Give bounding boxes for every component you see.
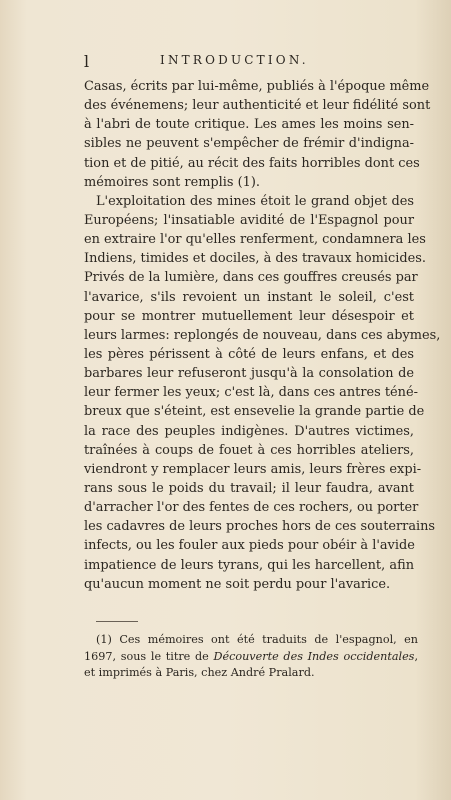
text-line: les pères périssent à côté de leurs enfans, et des — [84, 346, 414, 362]
footnote-line — [84, 649, 418, 666]
text-line: l'avarice, s'ils revoient un instant le soleil, c'est — [84, 289, 414, 305]
text-line: d'arracher l'or des fentes de ces rochers, ou porter — [84, 500, 419, 516]
paragraph-2 — [84, 192, 441, 594]
text-line: infects, ou les fouler aux pieds pour obéir à l'avide — [84, 538, 415, 554]
running-title: INTRODUCTION. — [160, 53, 309, 67]
text-line: rans sous le poids du travail; il leur faudra, avant — [84, 480, 414, 496]
body-text — [84, 77, 441, 594]
text-line: barbares leur refuseront jusqu'à la consolation de — [84, 366, 414, 382]
text-line: sibles ne peuvent s'empêcher de frémir d'indigna- — [84, 136, 414, 152]
text-line: des événemens; leur authenticité et leur fidélité sont — [84, 98, 431, 114]
text-line: traînées à coups de fouet à ces horribles ateliers, — [84, 442, 414, 458]
footnote-rule — [96, 621, 138, 622]
text-line: viendront y remplacer leurs amis, leurs frères expi- — [84, 461, 422, 477]
footnote-line: (1) Ces mémoires ont été traduits de l'espagnol, en — [96, 633, 418, 646]
footnote-line: et imprimés à Paris, chez André Pralard. — [84, 666, 315, 679]
text-line: Européens; l'insatiable avidité de l'Espagnol pour — [84, 212, 414, 228]
text-line: breux que s'éteint, est ensevelie la grande partie de — [84, 404, 425, 420]
paragraph-1 — [84, 77, 431, 192]
page-number: l — [84, 52, 90, 71]
text-line: à l'abri de toute critique. Les ames les moins sen- — [84, 117, 414, 133]
text-line: Privés de la lumière, dans ces gouffres creusés par — [84, 270, 418, 286]
text-line: la race des peuples indigènes. D'autres victimes, — [84, 423, 414, 439]
text-line: L'exploitation des mines étoit le grand objet des — [96, 193, 414, 209]
text-line: pour se montrer mutuellement leur désespoir et — [84, 308, 414, 324]
text-line: impatience de leurs tyrans, qui les harcellent, afin — [84, 557, 414, 573]
text-line: Indiens, timides et dociles, à des travaux homicides. — [84, 251, 426, 267]
text-line: qu'aucun moment ne soit perdu pour l'avarice. — [84, 576, 391, 592]
text-line: leur fermer les yeux; c'est là, dans ces antres téné- — [84, 385, 418, 401]
text-line: tion et de pitié, au récit des faits horribles dont ces — [84, 155, 420, 171]
text-line: mémoires sont remplis (1). — [84, 174, 260, 190]
footnote — [84, 632, 418, 682]
footnote-text: 1697, sous le titre de — [84, 649, 214, 663]
text-line: leurs larmes: replongés de nouveau, dans ces abymes, — [84, 327, 441, 343]
text-line: en extraire l'or qu'elles renferment, condamnera les — [84, 232, 426, 248]
text-line: Casas, écrits par lui-même, publiés à l'époque même — [84, 79, 430, 94]
footnote-book-title: Découverte des Indes occidentales — [213, 649, 415, 663]
footnote-text: , — [414, 649, 418, 663]
text-line: les cadavres de leurs proches hors de ces souterrains — [84, 519, 436, 535]
